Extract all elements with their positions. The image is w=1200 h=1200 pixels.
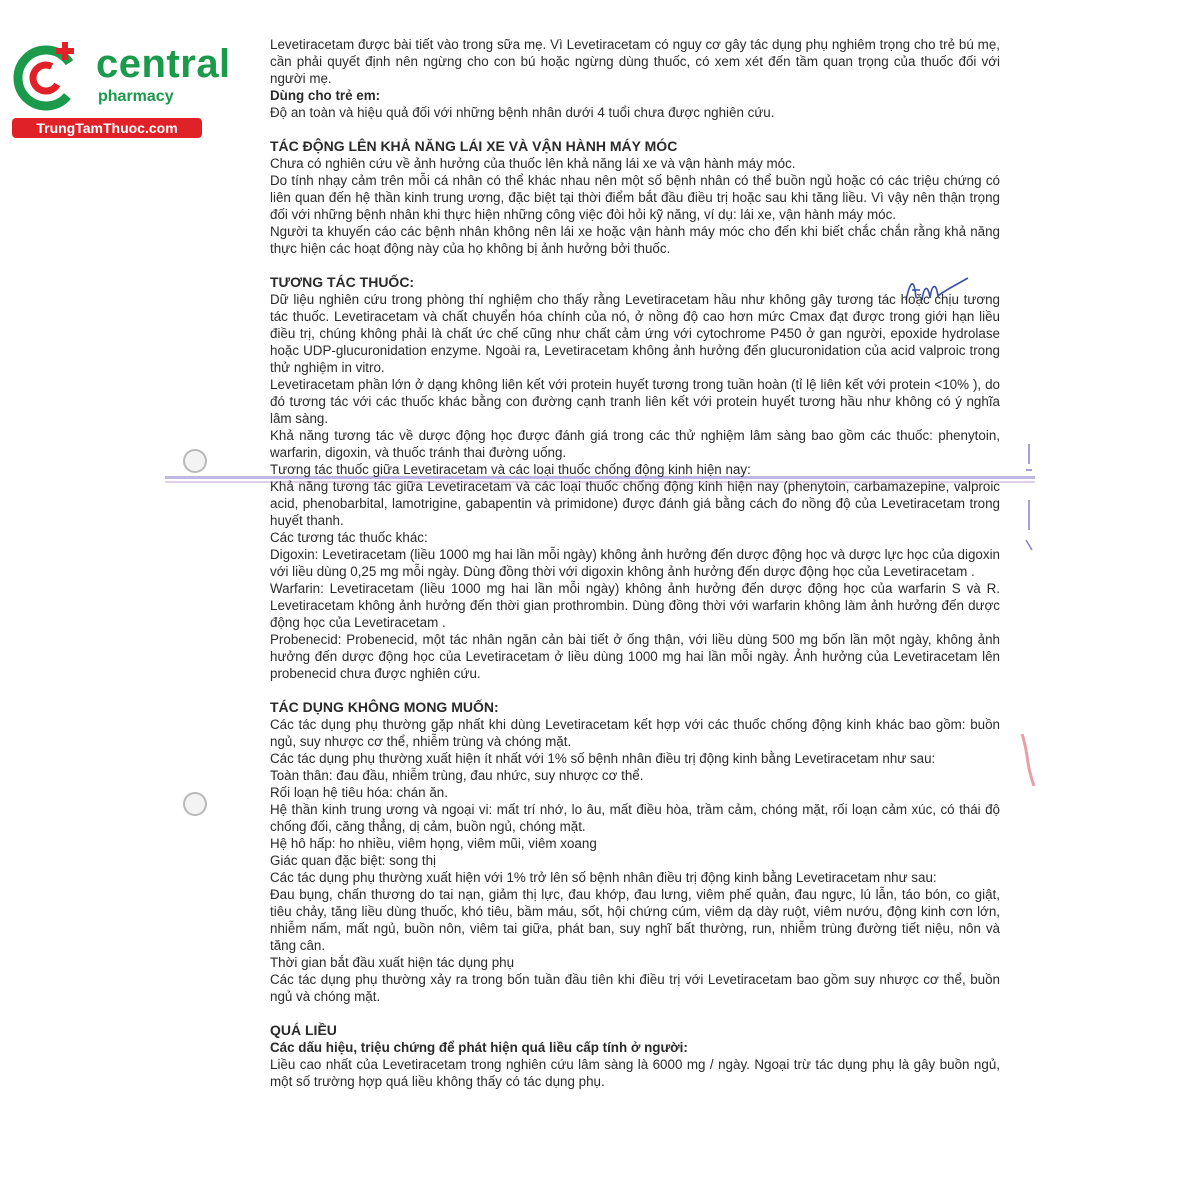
- paragraph: Do tính nhạy cảm trên mỗi cá nhân có thể khác nhau nên một số bệnh nhân có thể buồn ngủ hoặc có các triệu chứng có liên quan đến hệ thần kinh trung ương, đặc biệt tại thời điểm bắt đầu điều trị hoặc sau khi tăng liều. Vì vậy nên thận trọng đối với những bệnh nhân khi thực hiện những công việc đòi hỏi kỹ năng, ví dụ: lái xe, vận hành máy móc.: [270, 173, 1000, 222]
- paragraph: Chưa có nghiên cứu về ảnh hưởng của thuốc lên khả năng lái xe và vận hành máy móc.: [270, 156, 796, 171]
- section-heading: TÁC ĐỘNG LÊN KHẢ NĂNG LÁI XE VÀ VẬN HÀNH MÁY MÓC: [270, 138, 678, 154]
- paragraph: Các tương tác thuốc khác:: [270, 530, 428, 545]
- paragraph: Warfarin: Levetiracetam (liều 1000 mg hai lần mỗi ngày) không ảnh hưởng đến dược động học của warfarin S và R. Levetiracetam không ảnh hưởng đến thời gian prothrombin. Dùng đồng thời với warfarin không làm ảnh hưởng đến dược động học của Levetiracetam .: [270, 581, 1000, 630]
- paragraph: Người ta khuyến cáo các bệnh nhân không nên lái xe hoặc vận hành máy móc cho đến khi biết chắc chắn rằng khả năng thực hiện các hoạt động này của họ không bị ảnh hưởng bởi thuốc.: [270, 224, 1000, 256]
- stamp-edge-icon: [1018, 730, 1038, 790]
- brand-logo: [10, 38, 231, 138]
- paragraph: Dữ liệu nghiên cứu trong phòng thí nghiệm cho thấy rằng Levetiracetam hầu như không gây tương tác hoặc chịu tương tác thuốc. Levetiracetam và chất chuyển hóa chính của nó, ở nồng độ cao hơn mức Cmax đạt được trong giới hạn liều điều trị, chúng không phải là chất ức chế cũng như chất cảm ứng với cytochrome P450 ở gan người, epoxide hydrolase hoặc UDP-glucuronidation enzyme. Ngoài ra, Levetiracetam không ảnh hưởng đến glucuronidation của acid valproic trong thử nghiệm in vitro.: [270, 292, 1000, 375]
- punch-hole-icon: [183, 792, 207, 816]
- paragraph: Hệ thần kinh trung ương và ngoại vi: mất trí nhớ, lo âu, mất điều hòa, trầm cảm, chóng mặt, rối loạn cảm xúc, có thái độ chống đối, căng thẳng, dị cảm, buồn ngủ, chóng mặt.: [270, 802, 1000, 834]
- paragraph: Tương tác thuốc giữa Levetiracetam và các loại thuốc chống động kinh hiện nay:: [270, 462, 751, 477]
- section-heading: TÁC DỤNG KHÔNG MONG MUỐN:: [270, 699, 499, 715]
- brand-site: TrungTamThuoc.com: [12, 118, 202, 138]
- paragraph: Khả năng tương tác giữa Levetiracetam và các loại thuốc chống động kinh hiện nay (phenytoin, carbamazepine, valproic acid, phenobarbital, lamotrigine, gabapentin và primidone) được đánh giá bằng cách đo nồng độ của Levetiracetam trong huyết thanh.: [270, 479, 1000, 528]
- paragraph: Thời gian bắt đầu xuất hiện tác dụng phụ: [270, 955, 515, 970]
- section-heading: QUÁ LIỀU: [270, 1022, 337, 1038]
- brand-name: central: [96, 42, 231, 86]
- punch-hole-icon: [183, 449, 207, 473]
- edge-mark-icon: [1022, 440, 1036, 560]
- paragraph: Các tác dụng phụ thường xảy ra trong bốn tuần đầu tiên khi điều trị với Levetiracetam bao gồm suy nhược cơ thể, buồn ngủ và chóng mặt.: [270, 972, 1000, 1004]
- paragraph: Giác quan đặc biệt: song thị: [270, 853, 437, 868]
- paragraph: Độ an toàn và hiệu quả đối với những bệnh nhân dưới 4 tuổi chưa được nghiên cứu.: [270, 105, 775, 120]
- brand-subtitle: pharmacy: [98, 88, 174, 105]
- section-heading: TƯƠNG TÁC THUỐC:: [270, 274, 415, 290]
- section-subtitle: Dùng cho trẻ em:: [270, 88, 381, 103]
- paragraph: Hệ hô hấp: ho nhiều, viêm họng, viêm mũi, viêm xoang: [270, 836, 597, 851]
- paragraph: Đau bụng, chấn thương do tai nạn, giảm thị lực, đau khớp, đau lưng, viêm phế quản, đau ngực, lú lẫn, táo bón, co giật, tiêu chảy, tăng liều dùng thuốc, khó tiêu, bầm máu, sốt, hội chứng cúm, viêm dạ dày ruột, viêm nướu, động kinh cơn lớn, nhiễm nấm, mất ngủ, buồn nôn, viêm tai giữa, phát ban, suy nghĩ bất thường, run, nhiễm trùng đường tiết niệu, nôn và tăng cân.: [270, 887, 1000, 953]
- paragraph: Các tác dụng phụ thường gặp nhất khi dùng Levetiracetam kết hợp với các thuốc chống động kinh khác bao gồm: buồn ngủ, suy nhược cơ thể, nhiễm trùng và chóng mặt.: [270, 717, 1000, 749]
- paragraph: Các tác dụng phụ thường xuất hiện ít nhất với 1% số bệnh nhân điều trị động kinh bằng Levetiracetam như sau:: [270, 751, 936, 766]
- paragraph: Levetiracetam phần lớn ở dạng không liên kết với protein huyết tương trong tuần hoàn (tỉ lệ liên kết với protein <10% ), do đó tương tác với các thuốc khác bằng con đường cạnh tranh liên kết với protein huyết tương hầu như không có ý nghĩa lâm sàng.: [270, 377, 1000, 426]
- paragraph: Các tác dụng phụ thường xuất hiện với 1% trở lên số bệnh nhân điều trị động kinh bằng Levetiracetam như sau:: [270, 870, 937, 885]
- paragraph: Khả năng tương tác về dược động học được đánh giá trong các thử nghiệm lâm sàng bao gồm các thuốc: phenytoin, warfarin, digoxin, và thuốc tránh thai đường uống.: [270, 428, 1000, 460]
- pharmacy-cross-logo-icon: [10, 38, 88, 116]
- paragraph: Probenecid: Probenecid, một tác nhân ngăn cản bài tiết ở ống thận, với liều dùng 500 mg bốn lần một ngày, không ảnh hưởng đến dược động học của Levetiracetam ở liều dùng 1000 mg hai lần mỗi ngày. Ảnh hưởng của Levetiracetam lên probenecid chưa được nghiên cứu.: [270, 632, 1000, 681]
- document-body: [270, 36, 1000, 1090]
- section-subtitle: Các dấu hiệu, triệu chứng để phát hiện quá liều cấp tính ở người:: [270, 1040, 688, 1055]
- paragraph: Liều cao nhất của Levetiracetam trong nghiên cứu lâm sàng là 6000 mg / ngày. Ngoại trừ tác dụng phụ là gây buồn ngủ, một số trường hợp quá liều không thấy có tác dụng phụ.: [270, 1057, 1000, 1089]
- paragraph: Toàn thân: đau đầu, nhiễm trùng, đau nhức, suy nhược cơ thể.: [270, 768, 644, 783]
- paragraph: Digoxin: Levetiracetam (liều 1000 mg hai lần mỗi ngày) không ảnh hưởng đến dược động học và dược lực học của digoxin với liều dùng 0,25 mg mỗi ngày. Dùng đồng thời với digoxin không ảnh hưởng đến dược động học của Levetiracetam .: [270, 547, 1000, 579]
- paragraph: Rối loạn hệ tiêu hóa: chán ăn.: [270, 785, 448, 800]
- paragraph: Levetiracetam được bài tiết vào trong sữa mẹ. Vì Levetiracetam có nguy cơ gây tác dụng phụ nghiêm trọng cho trẻ bú mẹ, cần phải quyết định nên ngừng cho con bú hoặc ngừng dùng thuốc, có xem xét đến tầm quan trọng của thuốc đối với người mẹ.: [270, 37, 1000, 86]
